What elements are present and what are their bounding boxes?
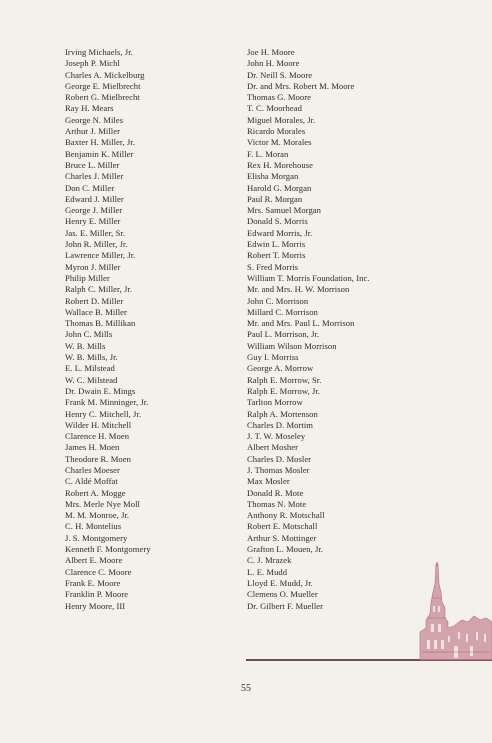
donor-name: L. E. Mudd <box>247 566 288 577</box>
donor-name: Charles D. Mortim <box>247 419 314 430</box>
donor-name: James H. Moen <box>65 442 120 453</box>
donor-name: Robert D. Miller <box>65 295 124 306</box>
donor-name: Bruce L. Miller <box>65 159 120 170</box>
donor-name: Mr. and Mrs. H. W. Morrison <box>247 284 350 295</box>
donor-name: Paul R. Morgan <box>247 193 303 204</box>
donor-name: Anthony R. Motschall <box>247 510 325 521</box>
donor-name: Clarence C. Moore <box>65 566 132 577</box>
donor-name: Robert G. Mielbrecht <box>65 92 140 103</box>
donor-name: George J. Miller <box>65 205 123 216</box>
donor-name: Charles A. Mickelburg <box>65 69 145 80</box>
donor-name: C. H. Montelius <box>65 521 122 532</box>
donor-name: Kenneth F. Montgomery <box>65 544 151 555</box>
donor-name: Robert T. Morris <box>247 250 306 261</box>
donor-name: Frank M. Minninger, Jr. <box>65 397 149 408</box>
donor-name: John H. Moore <box>247 58 300 69</box>
donor-name: Rex H. Morehouse <box>247 159 313 170</box>
donor-name: Donald S. Morris <box>247 216 308 227</box>
donor-name: Dr. Gilbert F. Mueller <box>247 600 324 611</box>
donor-name: Dr. Neill S. Moore <box>247 69 313 80</box>
donor-name: Mr. and Mrs. Paul L. Morrison <box>247 318 355 329</box>
donor-name: E. L. Milstead <box>65 363 115 374</box>
donor-name: Ricardo Morales <box>247 126 306 137</box>
donor-name: Dr. and Mrs. Robert M. Moore <box>247 80 355 91</box>
donor-name: Jas. E. Miller, Sr. <box>65 227 126 238</box>
donor-name: Joe H. Moore <box>247 47 295 57</box>
donor-name: Philip Miller <box>65 272 110 283</box>
donor-name: Frank E. Moore <box>65 577 121 588</box>
church-spire-icon <box>418 562 492 662</box>
donor-name: Thomas G. Moore <box>247 92 311 103</box>
donor-name: Ralph A. Mortenson <box>247 408 318 419</box>
donor-name: Arthur J. Miller <box>65 126 120 137</box>
donor-name: W. C. Milstead <box>65 374 118 385</box>
donor-name: Mrs. Merle Nye Moll <box>65 498 140 509</box>
donor-name: Miguel Morales, Jr. <box>247 114 316 125</box>
donor-name: C. Aldé Moffat <box>65 476 118 487</box>
donor-name: Myron J. Miller <box>65 261 121 272</box>
donor-list-right-column <box>247 47 417 612</box>
donor-name: Thomas B. Millikan <box>65 318 136 329</box>
donor-name: Charles D. Mosler <box>247 453 312 464</box>
donor-name: Donald R. Mote <box>247 487 304 498</box>
donor-name: Edwin L. Morris <box>247 239 306 250</box>
donor-name: Edward Morris, Jr. <box>247 227 313 238</box>
donor-name: Robert E. Motschall <box>247 521 318 532</box>
donor-name: Max Mosler <box>247 476 290 487</box>
donor-name: John C. Morrison <box>247 295 309 306</box>
donor-name: George N. Miles <box>65 114 124 125</box>
donor-name: Mrs. Samuel Morgan <box>247 205 322 216</box>
donor-name: George A. Morrow <box>247 363 314 374</box>
donor-name: T. C. Moorhead <box>247 103 302 114</box>
donor-name: Charles J. Miller <box>65 171 124 182</box>
page-number: 55 <box>241 683 251 694</box>
donor-name: Lloyd E. Mudd, Jr. <box>247 577 313 588</box>
donor-name: Arthur S. Mottinger <box>247 532 317 543</box>
donor-name: Ralph E. Morrow, Jr. <box>247 385 321 396</box>
donor-name: William Wilson Morrison <box>247 340 337 351</box>
donor-name: Victor M. Morales <box>247 137 312 148</box>
donor-name: M. M. Monroe, Jr. <box>65 510 130 521</box>
donor-name: Wilder H. Mitchell <box>65 419 132 430</box>
donor-name: J. T. W. Moseley <box>247 431 306 442</box>
donor-name: Grafton L. Mouen, Jr. <box>247 544 323 555</box>
donor-name: Henry C. Mitchell, Jr. <box>65 408 142 419</box>
donor-name: Guy I. Morriss <box>247 352 299 363</box>
donor-name: Dr. Dwain E. Mings <box>65 385 136 396</box>
donor-name: John C. Mills <box>65 329 113 340</box>
donor-list-left-column <box>65 47 240 612</box>
donor-name: Millard C. Morrison <box>247 306 318 317</box>
donor-name: John R. Miller, Jr. <box>65 239 128 250</box>
donor-name: Elisha Morgan <box>247 171 299 182</box>
donor-name: Joseph P. Michl <box>65 58 120 69</box>
donor-name: Henry Moore, III <box>65 600 126 611</box>
donor-name: J. Thomas Mosler <box>247 464 310 475</box>
donor-name: Harold G. Morgan <box>247 182 312 193</box>
donor-name: William T. Morris Foundation, Inc. <box>247 272 370 283</box>
donor-name: Irving Michaels, Jr. <box>65 47 133 57</box>
donor-name: S. Fred Morris <box>247 261 299 272</box>
donor-name: Benjamin K. Miller <box>65 148 134 159</box>
donor-name: Tarlton Morrow <box>247 397 303 408</box>
donor-name: Thomas N. Mote <box>247 498 307 509</box>
donor-name: Wallace B. Miller <box>65 306 127 317</box>
donor-name: C. J. Mrazek <box>247 555 292 566</box>
donor-name: Edward J. Miller <box>65 193 124 204</box>
donor-name: Paul L. Morrison, Jr. <box>247 329 320 340</box>
donor-name: Ray H. Mears <box>65 103 114 114</box>
donor-name: Albert Mosher <box>247 442 299 453</box>
donor-name: Albert E. Moore <box>65 555 123 566</box>
donor-name: Lawrence Miller, Jr. <box>65 250 136 261</box>
donor-name: Charles Moeser <box>65 464 120 475</box>
donor-name: Clarence H. Moen <box>65 431 130 442</box>
donor-name: Baxter H. Miller, Jr. <box>65 137 135 148</box>
donor-name: W. B. Mills, Jr. <box>65 352 118 363</box>
donor-name: Ralph C. Miller, Jr. <box>65 284 133 295</box>
donor-name: J. S. Montgomery <box>65 532 128 543</box>
donor-name: Franklin P. Moore <box>65 589 129 600</box>
donor-name: Ralph E. Morrow, Sr. <box>247 374 322 385</box>
donor-name: George E. Mielbrecht <box>65 80 141 91</box>
donor-name: Robert A. Mogge <box>65 487 126 498</box>
donor-name: Clemens O. Mueller <box>247 589 318 600</box>
donor-name: Theodore R. Moen <box>65 453 131 464</box>
donor-name: W. B. Mills <box>65 340 106 351</box>
donor-name: F. L. Moran <box>247 148 289 159</box>
donor-name: Henry E. Miller <box>65 216 121 227</box>
donor-name: Don C. Miller <box>65 182 115 193</box>
